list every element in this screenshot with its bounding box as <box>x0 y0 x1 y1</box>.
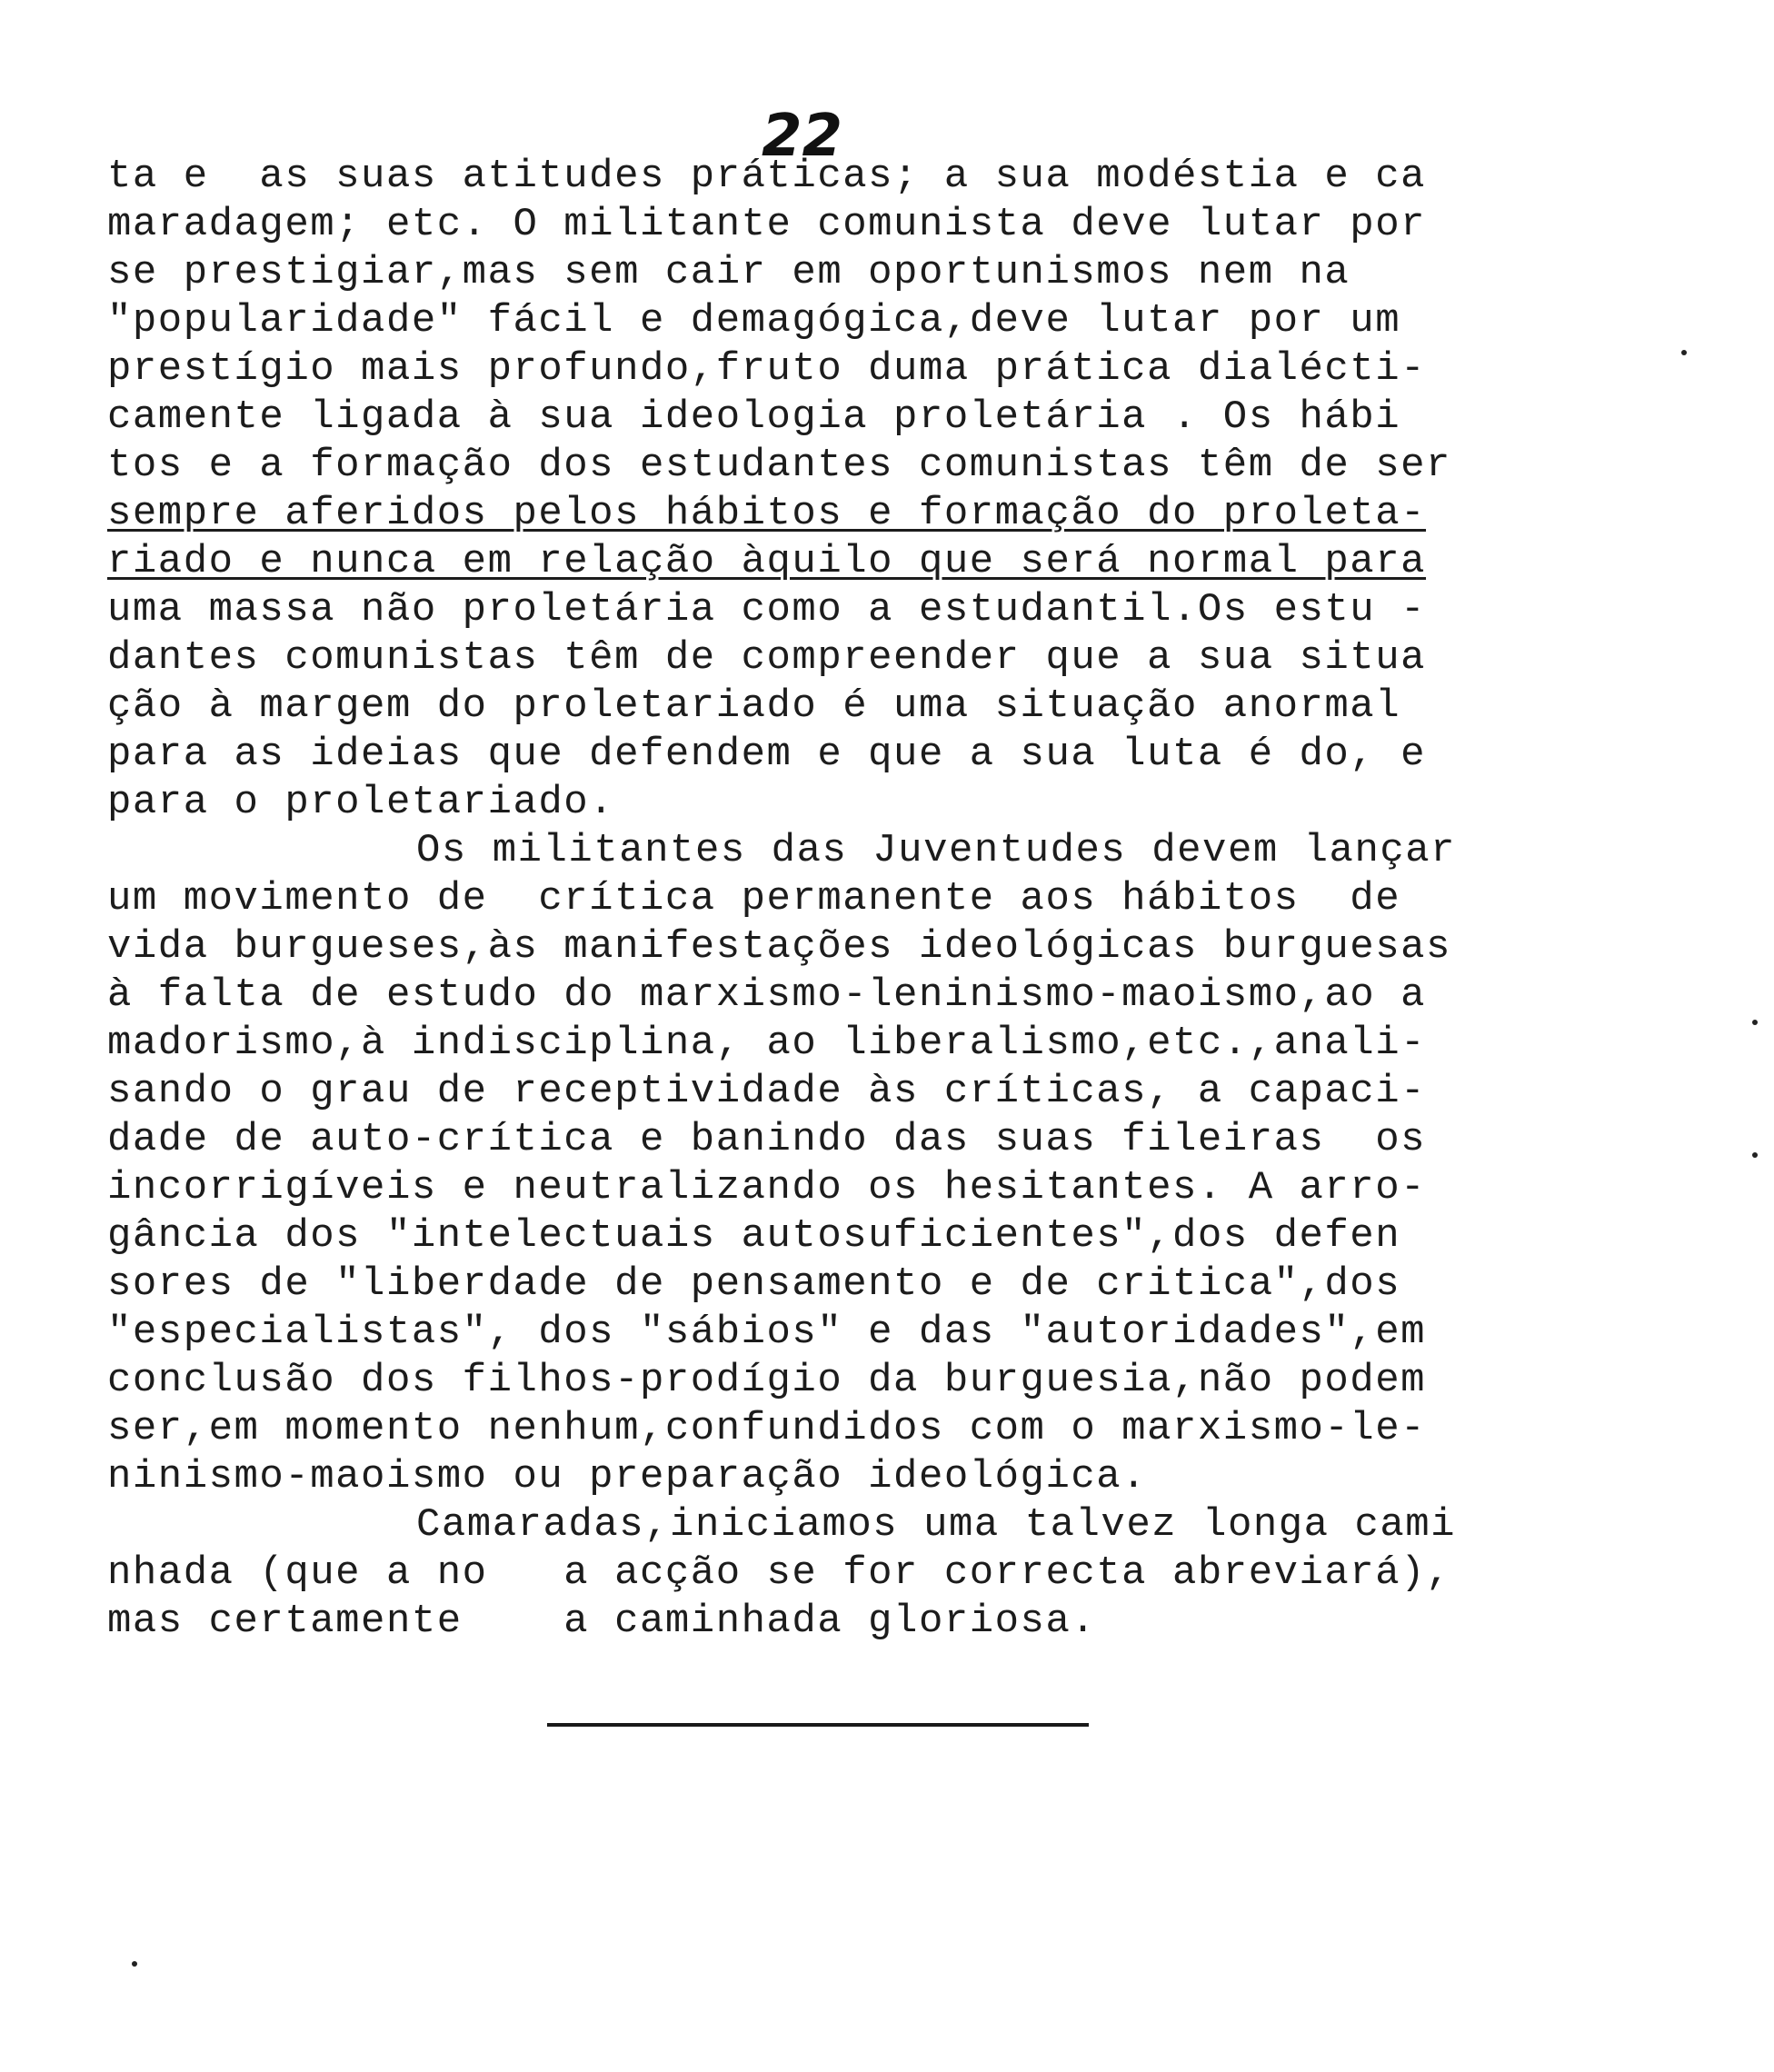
text-line: ta e as suas atitudes práticas; a sua modéstia e ca <box>107 154 1427 199</box>
text-line: uma massa não proletária como a estudantil.Os estu - <box>107 587 1427 633</box>
text-line: dade de auto-crítica e banindo das suas fileiras os <box>107 1117 1427 1162</box>
text-line: sando o grau de receptividade às críticas, a capaci- <box>107 1069 1427 1114</box>
body-text <box>107 153 1634 1646</box>
text-line: incorrigíveis e neutralizando os hesitantes. A arro- <box>107 1165 1427 1210</box>
text-line: nhada (que a no a acção se for correcta abreviará), <box>107 1550 1451 1596</box>
paper-speck <box>1752 1152 1758 1158</box>
paper-speck <box>132 1961 137 1967</box>
text-line: vida burgueses,às manifestações ideológicas burguesas <box>107 924 1451 970</box>
text-line: dantes comunistas têm de compreender que a sua situa <box>107 635 1427 681</box>
text-line: ser,em momento nenhum,confundidos com o marxismo-le- <box>107 1406 1427 1451</box>
text-line: tos e a formação dos estudantes comunistas têm de ser <box>107 443 1451 488</box>
text-line: prestígio mais profundo,fruto duma prática dialécti- <box>107 346 1427 392</box>
text-line: camente ligada à sua ideologia proletária . Os hábi <box>107 394 1401 440</box>
text-line: "popularidade" fácil e demagógica,deve lutar por um <box>107 298 1401 344</box>
underlined-text-line: sempre aferidos pelos hábitos e formação do proleta- <box>107 491 1427 536</box>
text-line: Os militantes das Juventudes devem lançar <box>416 828 1457 873</box>
text-line: se prestigiar,mas sem cair em oportunismos nem na <box>107 250 1350 295</box>
text-line: maradagem; etc. O militante comunista deve lutar por <box>107 202 1427 247</box>
text-line: um movimento de crítica permanente aos hábitos de <box>107 876 1401 921</box>
text-line: conclusão dos filhos-prodígio da burguesia,não podem <box>107 1358 1427 1403</box>
text-line: Camaradas,iniciamos uma talvez longa cami <box>416 1502 1457 1548</box>
underlined-text-line: riado e nunca em relação àquilo que será normal para <box>107 539 1427 584</box>
text-line: à falta de estudo do marxismo-leninismo-maoismo,ao a <box>107 972 1427 1018</box>
paper-speck <box>1681 350 1687 355</box>
text-line: ninismo-maoismo ou preparação ideológica. <box>107 1454 1148 1499</box>
page-number: 22 <box>762 103 843 170</box>
text-line: "especialistas", dos "sábios" e das "autoridades",em <box>107 1310 1427 1355</box>
text-line: gância dos "intelectuais autosuficientes",dos defen <box>107 1213 1401 1259</box>
text-line: mas certamente a caminhada gloriosa. <box>107 1599 1097 1644</box>
text-line: sores de "liberdade de pensamento e de critica",dos <box>107 1261 1401 1307</box>
text-line: para o proletariado. <box>107 780 615 825</box>
text-line: madorismo,à indisciplina, ao liberalismo,etc.,anali- <box>107 1021 1427 1066</box>
closing-rule <box>547 1723 1089 1727</box>
text-line: para as ideias que defendem e que a sua luta é do, e <box>107 732 1427 777</box>
text-line: ção à margem do proletariado é uma situação anormal <box>107 683 1401 729</box>
paper-speck <box>1752 1020 1758 1025</box>
